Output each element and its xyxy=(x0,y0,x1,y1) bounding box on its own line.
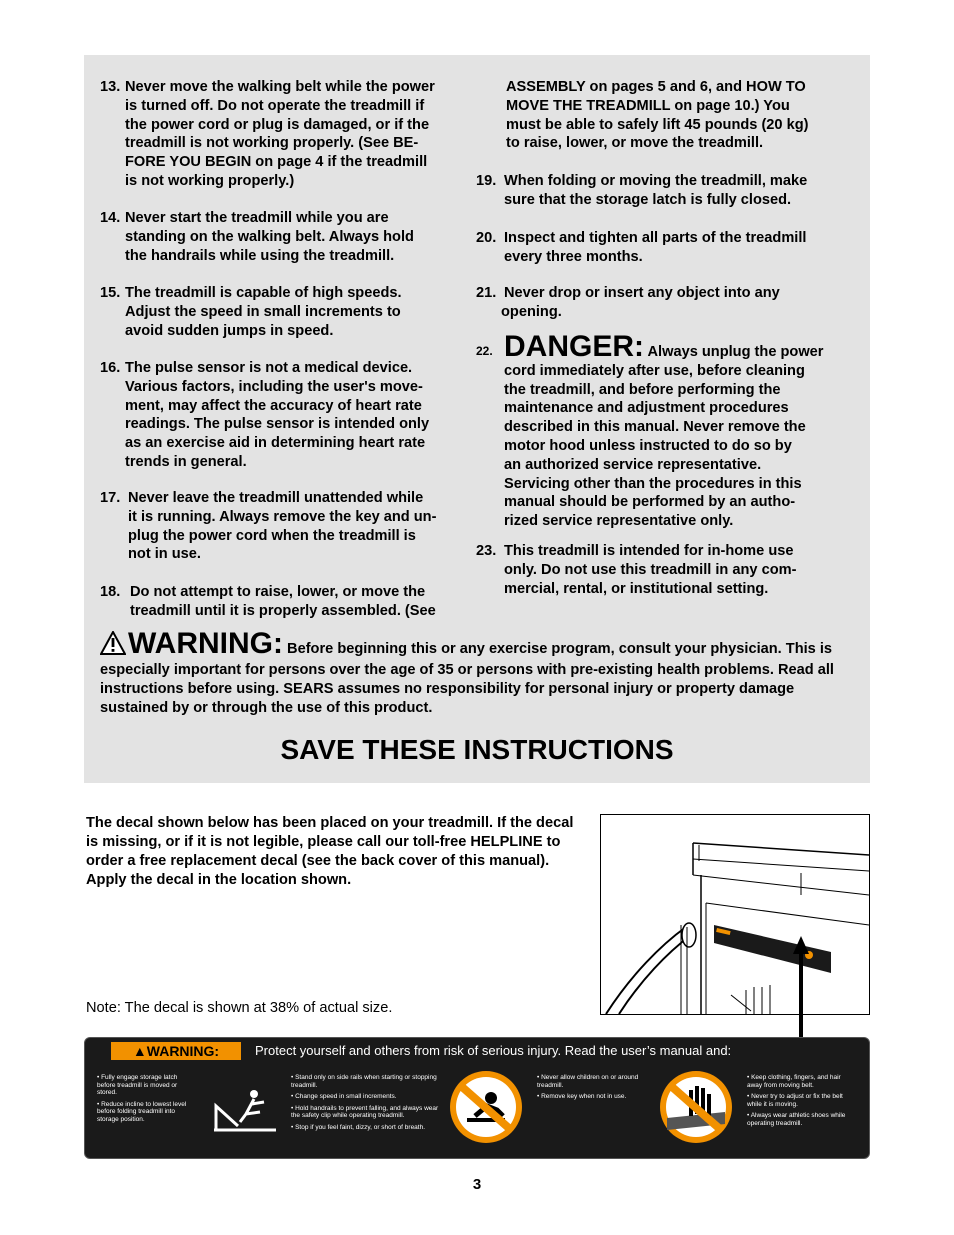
item-line: This treadmill is intended for in-home use xyxy=(504,543,794,559)
decal-warning-tag xyxy=(111,1042,241,1060)
item-line: Never move the walking belt while the power xyxy=(125,79,435,95)
item-line: the handrails while using the treadmill. xyxy=(125,247,395,264)
item-17 xyxy=(100,489,470,564)
item-line: maintenance and adjustment procedures xyxy=(504,400,789,417)
item-number: 18. xyxy=(100,584,121,600)
item-line: not in use. xyxy=(128,546,201,563)
item-number: 22. xyxy=(476,344,493,358)
item-line: The pulse sensor is not a medical device. xyxy=(125,360,413,376)
decal-heading: Protect yourself and others from risk of serious injury. Read the user’s manual and: xyxy=(255,1043,732,1058)
item-line: cord immediately after use, before cleaning xyxy=(504,362,805,379)
decal-column-2 xyxy=(291,1074,441,1135)
item-22 xyxy=(476,330,846,531)
decal-bullet: • Never allow children on or around treadmill. xyxy=(537,1074,639,1089)
item-line: ment, may affect the accuracy of heart rate xyxy=(125,397,422,414)
decal-size-note: Note: The decal is shown at 38% of actual size. xyxy=(86,1000,393,1016)
item-line: only. Do not use this treadmill in any com- xyxy=(504,561,797,578)
decal-column-3 xyxy=(537,1074,647,1105)
item-line: MOVE THE TREADMILL on page 10.) You xyxy=(506,97,790,114)
warning-decal xyxy=(84,1037,870,1159)
item-line: sure that the storage latch is fully closed. xyxy=(504,191,792,208)
save-instructions-title: SAVE THESE INSTRUCTIONS xyxy=(280,734,674,765)
item-line: is not working properly.) xyxy=(125,172,295,189)
item-number: 16. xyxy=(100,360,121,376)
decal-column-1 xyxy=(97,1074,197,1127)
decal-bullet: • Never try to adjust or fix the belt while it is moving. xyxy=(747,1093,843,1108)
item-line: readings. The pulse sensor is intended only xyxy=(125,416,430,433)
item-line: must be able to safely lift 45 pounds (20 kg) xyxy=(506,116,809,133)
no-hands-near-belt-prohibition-icon xyxy=(657,1068,735,1146)
decal-column-4 xyxy=(747,1074,857,1131)
warning-text: Before beginning this or any exercise program, consult your physician. This is especially important for persons over the age of 35 or persons with pre-existing health problems. Read all instructions before using. SEARS assumes no responsibility for personal injury or property damage sustained by or through the use of this product. xyxy=(100,641,834,716)
item-line: Never leave the treadmill unattended while xyxy=(128,490,424,506)
item-line: standing on the walking belt. Always hold xyxy=(125,228,414,245)
warning-triangle-icon xyxy=(100,631,126,661)
decal-bullet: • Fully engage storage latch before treadmill is moved or stored. xyxy=(97,1074,178,1096)
item-line: treadmill until it is properly assembled. (See xyxy=(130,602,436,619)
item-number: 23. xyxy=(476,543,497,559)
folding-treadmill-pictogram-icon xyxy=(210,1082,280,1132)
item-line: Do not attempt to raise, lower, or move the xyxy=(130,584,426,600)
item-16 xyxy=(100,359,470,472)
item-23 xyxy=(476,542,846,598)
decal-bullet: • Stop if you feel faint, dizzy, or short of breath. xyxy=(291,1123,426,1131)
item-line: the treadmill, and before performing the xyxy=(504,381,781,398)
item-18-continued xyxy=(476,78,846,153)
item-line: every three months. xyxy=(504,248,643,265)
danger-label: DANGER: xyxy=(504,330,644,363)
item-line: trends in general. xyxy=(125,453,247,470)
item-line: it is running. Always remove the key and un- xyxy=(128,508,437,525)
decal-paragraph: The decal shown below has been placed on your treadmill. If the decal is missing, or if it is not legible, please call our toll-free HELPLINE to order a free replacement decal (see the back cover of this manual). Apply the decal in the location shown. xyxy=(86,815,574,888)
item-number: 21. xyxy=(476,285,497,301)
item-line: opening. xyxy=(501,303,562,320)
item-line: When folding or moving the treadmill, make xyxy=(504,173,808,189)
item-line: the power cord or plug is damaged, or if the xyxy=(125,116,430,133)
item-line: described in this manual. Never remove the xyxy=(504,419,806,436)
item-line: rized service representative only. xyxy=(504,513,734,530)
item-line: Never start the treadmill while you are xyxy=(125,210,389,226)
item-line: mercial, rental, or institutional setting. xyxy=(504,580,769,597)
item-line: Servicing other than the procedures in this xyxy=(504,475,802,492)
warning-paragraph xyxy=(100,627,860,718)
item-line: Various factors, including the user's move- xyxy=(125,378,423,395)
item-line: The treadmill is capable of high speeds. xyxy=(125,285,402,301)
item-15 xyxy=(100,284,470,340)
location-arrow xyxy=(791,936,811,1038)
warning-label: WARNING: xyxy=(128,627,283,660)
decal-bullet: • Hold handrails to prevent falling, and always wear the safety clip while operating treadmill. xyxy=(291,1104,439,1119)
page-number: 3 xyxy=(472,1176,482,1193)
decal-location-illustration xyxy=(600,814,870,1015)
item-line: motor hood unless instructed to do so by xyxy=(504,437,792,454)
no-children-prohibition-icon xyxy=(447,1068,525,1146)
item-line: avoid sudden jumps in speed. xyxy=(125,322,334,339)
item-line: an authorized service representative. xyxy=(504,456,762,473)
item-line: plug the power cord when the treadmill is xyxy=(128,527,416,544)
item-line: to raise, lower, or move the treadmill. xyxy=(506,135,764,152)
item-line: treadmill is not working properly. (See BE- xyxy=(125,135,419,152)
item-number: 17. xyxy=(100,490,121,506)
item-number: 13. xyxy=(100,79,121,95)
item-line: as an exercise aid in determining heart rate xyxy=(125,435,426,452)
item-14 xyxy=(100,209,470,265)
decal-bullet: • Reduce incline to lowest level before folding treadmill into storage position. xyxy=(97,1100,187,1123)
item-18 xyxy=(100,583,470,621)
item-line: Never drop or insert any object into any xyxy=(504,285,780,301)
decal-bullet: • Remove key when not in use. xyxy=(537,1093,627,1100)
decal-bullet: • Keep clothing, fingers, and hair away from moving belt. xyxy=(747,1074,841,1089)
decal-bullet: • Change speed in small increments. xyxy=(291,1093,397,1100)
item-number: 20. xyxy=(476,230,497,246)
item-line: ASSEMBLY on pages 5 and 6, and HOW TO xyxy=(506,79,806,95)
decal-bullet: • Always wear athletic shoes while operating treadmill. xyxy=(747,1112,846,1127)
treadmill-illustration xyxy=(601,815,869,1014)
item-19 xyxy=(476,172,846,210)
item-21 xyxy=(476,284,846,322)
item-number: 19. xyxy=(476,173,497,189)
item-number: 15. xyxy=(100,285,121,301)
item-number: 14. xyxy=(100,210,121,226)
item-line: Adjust the speed in small increments to xyxy=(125,303,401,320)
decal-warning-triangle-icon: ▲ xyxy=(132,1043,147,1059)
item-line: FORE YOU BEGIN on page 4 if the treadmill xyxy=(125,154,428,171)
item-line: is turned off. Do not operate the treadmill if xyxy=(125,97,425,114)
item-line: Inspect and tighten all parts of the treadmill xyxy=(504,230,807,246)
item-20 xyxy=(476,229,846,267)
decal-bullet: • Stand only on side rails when starting or stopping treadmill. xyxy=(291,1074,437,1089)
item-line: Always unplug the power xyxy=(647,344,824,360)
item-line: manual should be performed by an autho- xyxy=(504,494,796,511)
item-13 xyxy=(100,78,470,191)
decal-warning-label: WARNING: xyxy=(146,1043,220,1059)
